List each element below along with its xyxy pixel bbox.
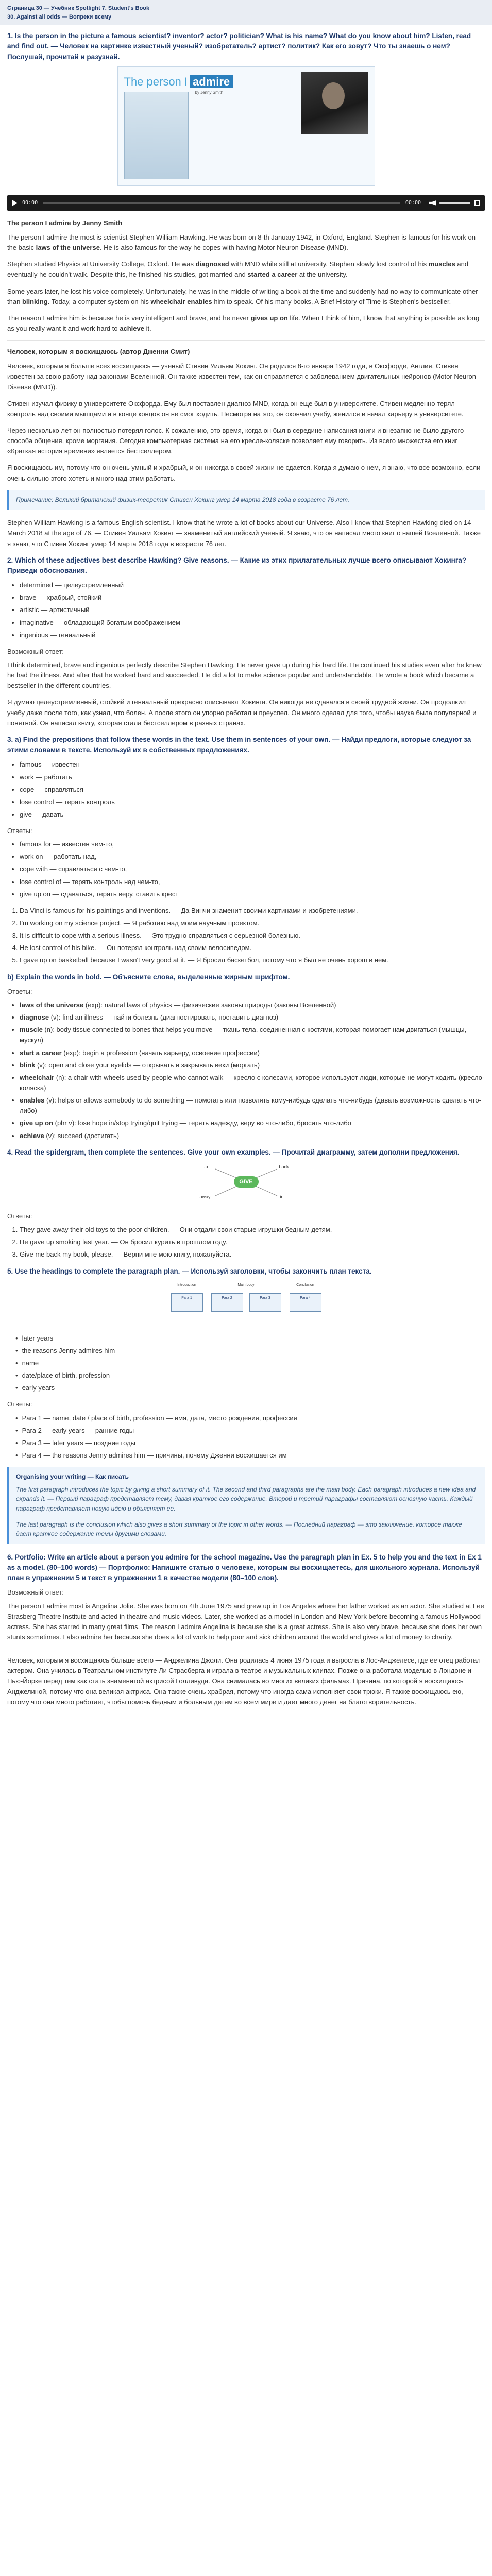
volume-slider[interactable] xyxy=(439,202,470,204)
answers-label: Ответы: xyxy=(7,987,32,995)
plan-box: Para 1 xyxy=(171,1293,203,1312)
list-item: • lose control — терять контроль xyxy=(20,797,485,807)
divider xyxy=(7,340,485,341)
text-ru-paragraph: Стивен изучал физику в университете Оксфорда. Ему был поставлен диагноз MND, когда он еще был в университете. Стивен медленно терял контроль над своими мышцами и в конце концов он не смог ходить. Несмотря на это, он окончил учебу, женился и начал карьеру в университете. xyxy=(7,399,464,418)
plan-header: Conclusion xyxy=(296,1283,314,1287)
answer-paragraph: Я думаю целеустремленный, стойкий и гениальный прекрасно описывают Хокинга. Он никогда не сдавался в своей трудной жизни. Он продолжил учебу даже после того, как узнал, что болен. А после этого он упорно работал и преуспел. Он много сделал для того, чтобы наука была популярной и понятной. Он написал книгу, которая стала бестселлером в разных странах. xyxy=(7,698,477,727)
list-item: • muscle (n): body tissue connected to bones that helps you move — ткань тела, соединенная с костями, которая помогает нам двигаться (мышцы, мускул) xyxy=(20,1025,485,1045)
hawking-photo xyxy=(301,72,368,134)
writing-tips-title: Organising your writing — Как писать xyxy=(16,1473,129,1481)
book-title-word: admire xyxy=(190,75,233,88)
answers-label: Ответы: xyxy=(7,827,32,835)
answer-list xyxy=(7,1225,485,1260)
play-icon[interactable] xyxy=(12,200,17,206)
answer-label: Возможный ответ: xyxy=(7,647,64,655)
illustration-left xyxy=(124,92,189,179)
list-item: • determined — целеустремленный xyxy=(20,580,485,590)
text-ru-title: Человек, которым я восхищаюсь (автор Дженни Смит) xyxy=(7,348,190,356)
list-item: • early years xyxy=(15,1383,485,1393)
list-item: 2. He gave up smoking last year. — Он бросил курить в прошлом году. xyxy=(20,1237,485,1247)
list-item: • work on — работать над, xyxy=(20,852,485,862)
list-item: • cope with — справляться с чем-то, xyxy=(20,864,485,874)
book-title-prefix: The person I xyxy=(124,75,188,88)
definition-list xyxy=(7,1000,485,1141)
task6-title: 6. Portfolio: Write an article about a person you admire for the school magazine. Use the paragraph plan in Ex. 5 to help you and the text in Ex 1 as a model. (80–100 words) — Портфолио: Напишите статью о человеке, которым вы восхищаетесь, для школьного журнала. Используй план в упражнении 5 и текст в упражнении 1 в качестве модели (80–100 слов). xyxy=(7,1553,482,1582)
text-ru-paragraph: Через несколько лет он полностью потерял голос. К сожалению, это время, когда он был в середине написания книги и внезапно не было другого способа общения, кроме моргания. Сегодня компьютерная система на его кресле-коляске позволяет ему говорить. Из всего множества его книг «Краткая история времени» является бестселлером. xyxy=(7,426,464,455)
list-item: • enables (v): helps or allows somebody to do something — помогать или позволять кому-нибудь сделать что-нибудь (давать возможность сделать что-либо) xyxy=(20,1095,485,1116)
textbook-page-image xyxy=(117,66,375,186)
writing-tips-box xyxy=(7,1467,485,1544)
page-header xyxy=(0,0,492,25)
list-item: 3. It is difficult to cope with a serious illness. — Это трудно справляться с серьезной болезнью. xyxy=(20,930,485,941)
list-item: • blink (v): open and close your eyelids — открывать и закрывать веки (моргать) xyxy=(20,1060,485,1071)
page-subtitle: 30. Against all odds — Вопреки всему xyxy=(7,14,112,21)
list-item: • Para 3 — later years — поздние годы xyxy=(15,1438,485,1448)
list-item: • give up on — сдаваться, терять веру, ставить крест xyxy=(20,889,485,900)
list-item: • imaginative — обладающий богатым воображением xyxy=(20,618,485,628)
list-item: • name xyxy=(15,1358,485,1368)
spidergram-center: GIVE xyxy=(234,1176,259,1188)
book-author: by Jenny Smith xyxy=(195,90,224,95)
audio-current-time: 00:00 xyxy=(22,200,38,206)
answer-list xyxy=(7,1413,485,1461)
adjective-list xyxy=(7,580,485,640)
task3b-title: b) Explain the words in bold. — Объясните слова, выделенные жирным шрифтом. xyxy=(7,973,290,981)
list-item: 5. I gave up on basketball because I wasn't very good at it. — Я бросил баскетбол, потому что я был не очень хорош в нем. xyxy=(20,955,485,965)
list-item: • lose control of — терять контроль над чем-то, xyxy=(20,877,485,887)
list-item: 1. Da Vinci is famous for his paintings and inventions. — Да Винчи знаменит своими картинами и изобретениями. xyxy=(20,906,485,916)
heading-list xyxy=(7,1333,485,1394)
list-item: • date/place of birth, profession xyxy=(15,1370,485,1381)
plan-box: Para 4 xyxy=(290,1293,321,1312)
spidergram-leaf: in xyxy=(280,1194,284,1199)
task1-title: 1. Is the person in the picture a famous scientist? inventor? actor? politician? What is his name? What do you know about him? Listen, read and find out. — Человек на картинке известный ученый? изобретатель? артист? политик? Как его зовут? Что ты знаешь о нем? Послушай, прочитай и разузнай. xyxy=(7,32,471,61)
list-item: • cope — справляться xyxy=(20,785,485,795)
plan-header: Main body xyxy=(237,1283,255,1287)
answer-list xyxy=(7,839,485,900)
answers-label: Ответы: xyxy=(7,1400,32,1409)
fullscreen-icon[interactable] xyxy=(474,200,480,206)
summary-paragraph: Stephen William Hawking is a famous English scientist. I know that he wrote a lot of books about our Universe. Also I know that Stephen Hawking died on 14 March 2018 at the age of 76. — Стивен Уильям Хокинг — знаменитый английский ученый. Я знаю, что он написал много книг о нашей Вселенной. Также я знаю, что Стивен Хокинг умер 14 марта 2018 года в возрасте 76 лет. xyxy=(7,519,481,548)
audio-duration: 00:00 xyxy=(405,200,421,206)
book-title xyxy=(124,73,233,91)
spidergram-leaf: back xyxy=(279,1164,289,1170)
list-item: • ingenious — гениальный xyxy=(20,630,485,640)
list-item: 2. I'm working on my science project. — Я работаю над моим научным проектом. xyxy=(20,918,485,928)
list-item: • Para 1 — name, date / place of birth, profession — имя, дата, место рождения, профессия xyxy=(15,1413,485,1423)
plan-header: Introduction xyxy=(177,1283,196,1287)
audio-progress-bar[interactable] xyxy=(43,202,400,204)
word-list xyxy=(7,759,485,820)
audio-player[interactable] xyxy=(7,195,485,211)
list-item: • famous for — известен чем-то, xyxy=(20,839,485,850)
volume-icon[interactable] xyxy=(429,200,436,206)
writing-tips-paragraph: The first paragraph introduces the topic by giving a short summary of it. The second and third paragraphs are the main body. Each paragraph introduces a new idea and expands it. — Первый параграф представляет тему, давая краткое его содержание. Второй и третий параграфы составляют основную часть. Каждый параграф представляет новую идею и объясняет ее. xyxy=(16,1485,476,1512)
list-item: • achieve (v): succeed (достигать) xyxy=(20,1131,485,1141)
list-item: • later years xyxy=(15,1333,485,1344)
list-item: • artistic — артистичный xyxy=(20,605,485,615)
text-en-paragraph: The reason I admire him is because he is very intelligent and brave, and he never gives up on life. When I think of him, I know that anything is possible as long as you really want it and work hard to achieve it. xyxy=(7,314,480,332)
list-item: 3. Give me back my book, please. — Верни мне мою книгу, пожалуйста. xyxy=(20,1249,485,1260)
list-item: • work — работать xyxy=(20,772,485,783)
plan-box: Para 3 xyxy=(249,1293,281,1312)
list-item: • Para 2 — early years — ранние годы xyxy=(15,1426,485,1436)
note-box: Примечание: Великий британский физик-теоретик Стивен Хокинг умер 14 марта 2018 года в возрасте 76 лет. xyxy=(7,490,485,510)
spidergram-leaf: up xyxy=(202,1164,208,1170)
list-item: 1. They gave away their old toys to the poor children. — Они отдали свои старые игрушки бедным детям. xyxy=(20,1225,485,1235)
answers-label: Ответы: xyxy=(7,1212,32,1220)
paragraph-plan xyxy=(169,1281,324,1325)
answer-paragraph: The person I admire most is Angelina Jolie. She was born on 4th June 1975 and grew up in Los Angeles where her father worked as an actor. She studied at Lee Strasberg Theatre Institute and acted in theatre and music videos. Later, she worked as a model in London and New York before becoming a famous Hollywood actress. She has starred in many great films. The reason I admire Angelina is because she is a great actress. She is also very brave, because she does her own stunts sometimes. I also admire her because she does a lot of work to help poor and sick children around the world and gives a lot of money to charity. xyxy=(7,1602,484,1641)
breadcrumb[interactable]: Страница 30 — Учебник Spotlight 7. Student's Book xyxy=(7,5,150,11)
list-item: • diagnose (v): find an illness — найти болезнь (диагностировать, поставить диагноз) xyxy=(20,1012,485,1023)
text-ru-paragraph: Я восхищаюсь им, потому что он очень умный и храбрый, и он никогда в своей жизни не сдается. Когда я думаю о нем, я знаю, что все возможно, если очень сильно этого хотеть и много над этим работать. xyxy=(7,464,481,482)
list-item: 4. He lost control of his bike. — Он потерял контроль над своим велосипедом. xyxy=(20,943,485,953)
list-item: • wheelchair (n): a chair with wheels used by people who cannot walk — кресло с колесами, которое используют люди, которые не могут ходить (кресло-коляска) xyxy=(20,1073,485,1093)
task2-title: 2. Which of these adjectives best describe Hawking? Give reasons. — Какие из этих прилагательных лучше всего описывают Хокинга? Приведи обоснования. xyxy=(7,556,467,574)
answer-paragraph: I think determined, brave and ingenious perfectly describe Stephen Hawking. He never gave up during his hard life. He continued his studies even after he knew he had the illness. And after that he worked hard and succeeded. He did a lot to make science popular and understandable. He wrote a book which became a bestseller in the different countries. xyxy=(7,661,482,690)
text-en-title: The person I admire by Jenny Smith xyxy=(7,218,123,227)
spidergram xyxy=(184,1162,308,1203)
sentence-list xyxy=(7,906,485,966)
spidergram-leaf: away xyxy=(199,1194,211,1199)
writing-tips-paragraph: The last paragraph is the conclusion which also gives a short summary of the topic in other words. — Последний параграф — это заключение, которое также дает краткое содержание темы другими словами. xyxy=(16,1520,462,1538)
list-item: • Para 4 — the reasons Jenny admires him — причины, почему Дженни восхищается им xyxy=(15,1450,485,1461)
text-en-paragraph: Stephen studied Physics at University College, Oxford. He was diagnosed with MND while still at university. Stephen slowly lost control of his muscles and eventually he couldn't walk. Despite this, he finished his studies, got married and started a career at the university. xyxy=(7,260,469,279)
list-item: • start a career (exp): begin a profession (начать карьеру, освоение профессии) xyxy=(20,1048,485,1058)
answer-paragraph: Человек, которым я восхищаюсь больше всего — Анджелина Джоли. Она родилась 4 июня 1975 года и выросла в Лос-Анджелесе, где ее отец работал актером. Она училась в Театральном институте Ли Страсберга и играла в театре и музыкальных клипах. Позже она работала моделью в Лондоне и Нью-Йорке перед тем как стать знаменитой актрисой Голливуда. Она снималась во многих великих фильмах. Причина, по которой я восхищаюсь Анджелиной, потому что она великая актриса. Она также очень храбрая, потому что иногда сама исполняет свои трюки. Я также восхищаюсь ею, потому что она много работает, чтобы помочь бедным и больным детям во всем мире и дает много денег на благотворительность. xyxy=(7,1656,481,1706)
text-en-paragraph: The person I admire the most is scientist Stephen William Hawking. He was born on 8-th January 1942, in Oxford, England. Stephen is famous for his work on the basic laws of the universe. He is also famous for the way he copes with having Motor Neuron Disease (MND). xyxy=(7,233,476,252)
answer-label: Возможный ответ: xyxy=(7,1588,64,1597)
task5-title: 5. Use the headings to complete the paragraph plan. — Используй заголовки, чтобы закончить план текста. xyxy=(7,1267,372,1275)
text-en-paragraph: Some years later, he lost his voice completely. Unfortunately, he was in the middle of writing a book at the time and suddenly had no way to communicate other than blinking. Today, a computer system on his wheelchair enables him to speak. Of his many books, A Brief History of Time is Stephen's bestseller. xyxy=(7,287,478,306)
task4-title: 4. Read the spidergram, then complete the sentences. Give your own examples. — Прочитай диаграмму, затем дополни предложения. xyxy=(7,1148,460,1156)
list-item: • give — давать xyxy=(20,809,485,820)
list-item: • the reasons Jenny admires him xyxy=(15,1346,485,1356)
list-item: • brave — храбрый, стойкий xyxy=(20,592,485,603)
list-item: • give up on (phr v): lose hope in/stop trying/quit trying — терять надежду, веру во что-либо, бросить что-либо xyxy=(20,1118,485,1128)
plan-box: Para 2 xyxy=(211,1293,243,1312)
task3-title: 3. a) Find the prepositions that follow these words in the text. Use them in sentences of your own. — Найди предлоги, которые следуют за этими словами в тексте. Используй их в собственных предложениях. xyxy=(7,735,471,754)
list-item: • laws of the universe (exp): natural laws of physics — физические законы природы (законы Вселенной) xyxy=(20,1000,485,1010)
list-item: • famous — известен xyxy=(20,759,485,770)
text-ru-paragraph: Человек, которым я больше всех восхищаюсь — ученый Стивен Уильям Хокинг. Он родился 8-го января 1942 года, в Оксфорде, Англия. Стивен известен за свою работу над законами Вселенной. Он также известен тем, как он справляется с заболеванием двигательных нейронов (Motor Neuron Disease (MND)). xyxy=(7,362,476,391)
